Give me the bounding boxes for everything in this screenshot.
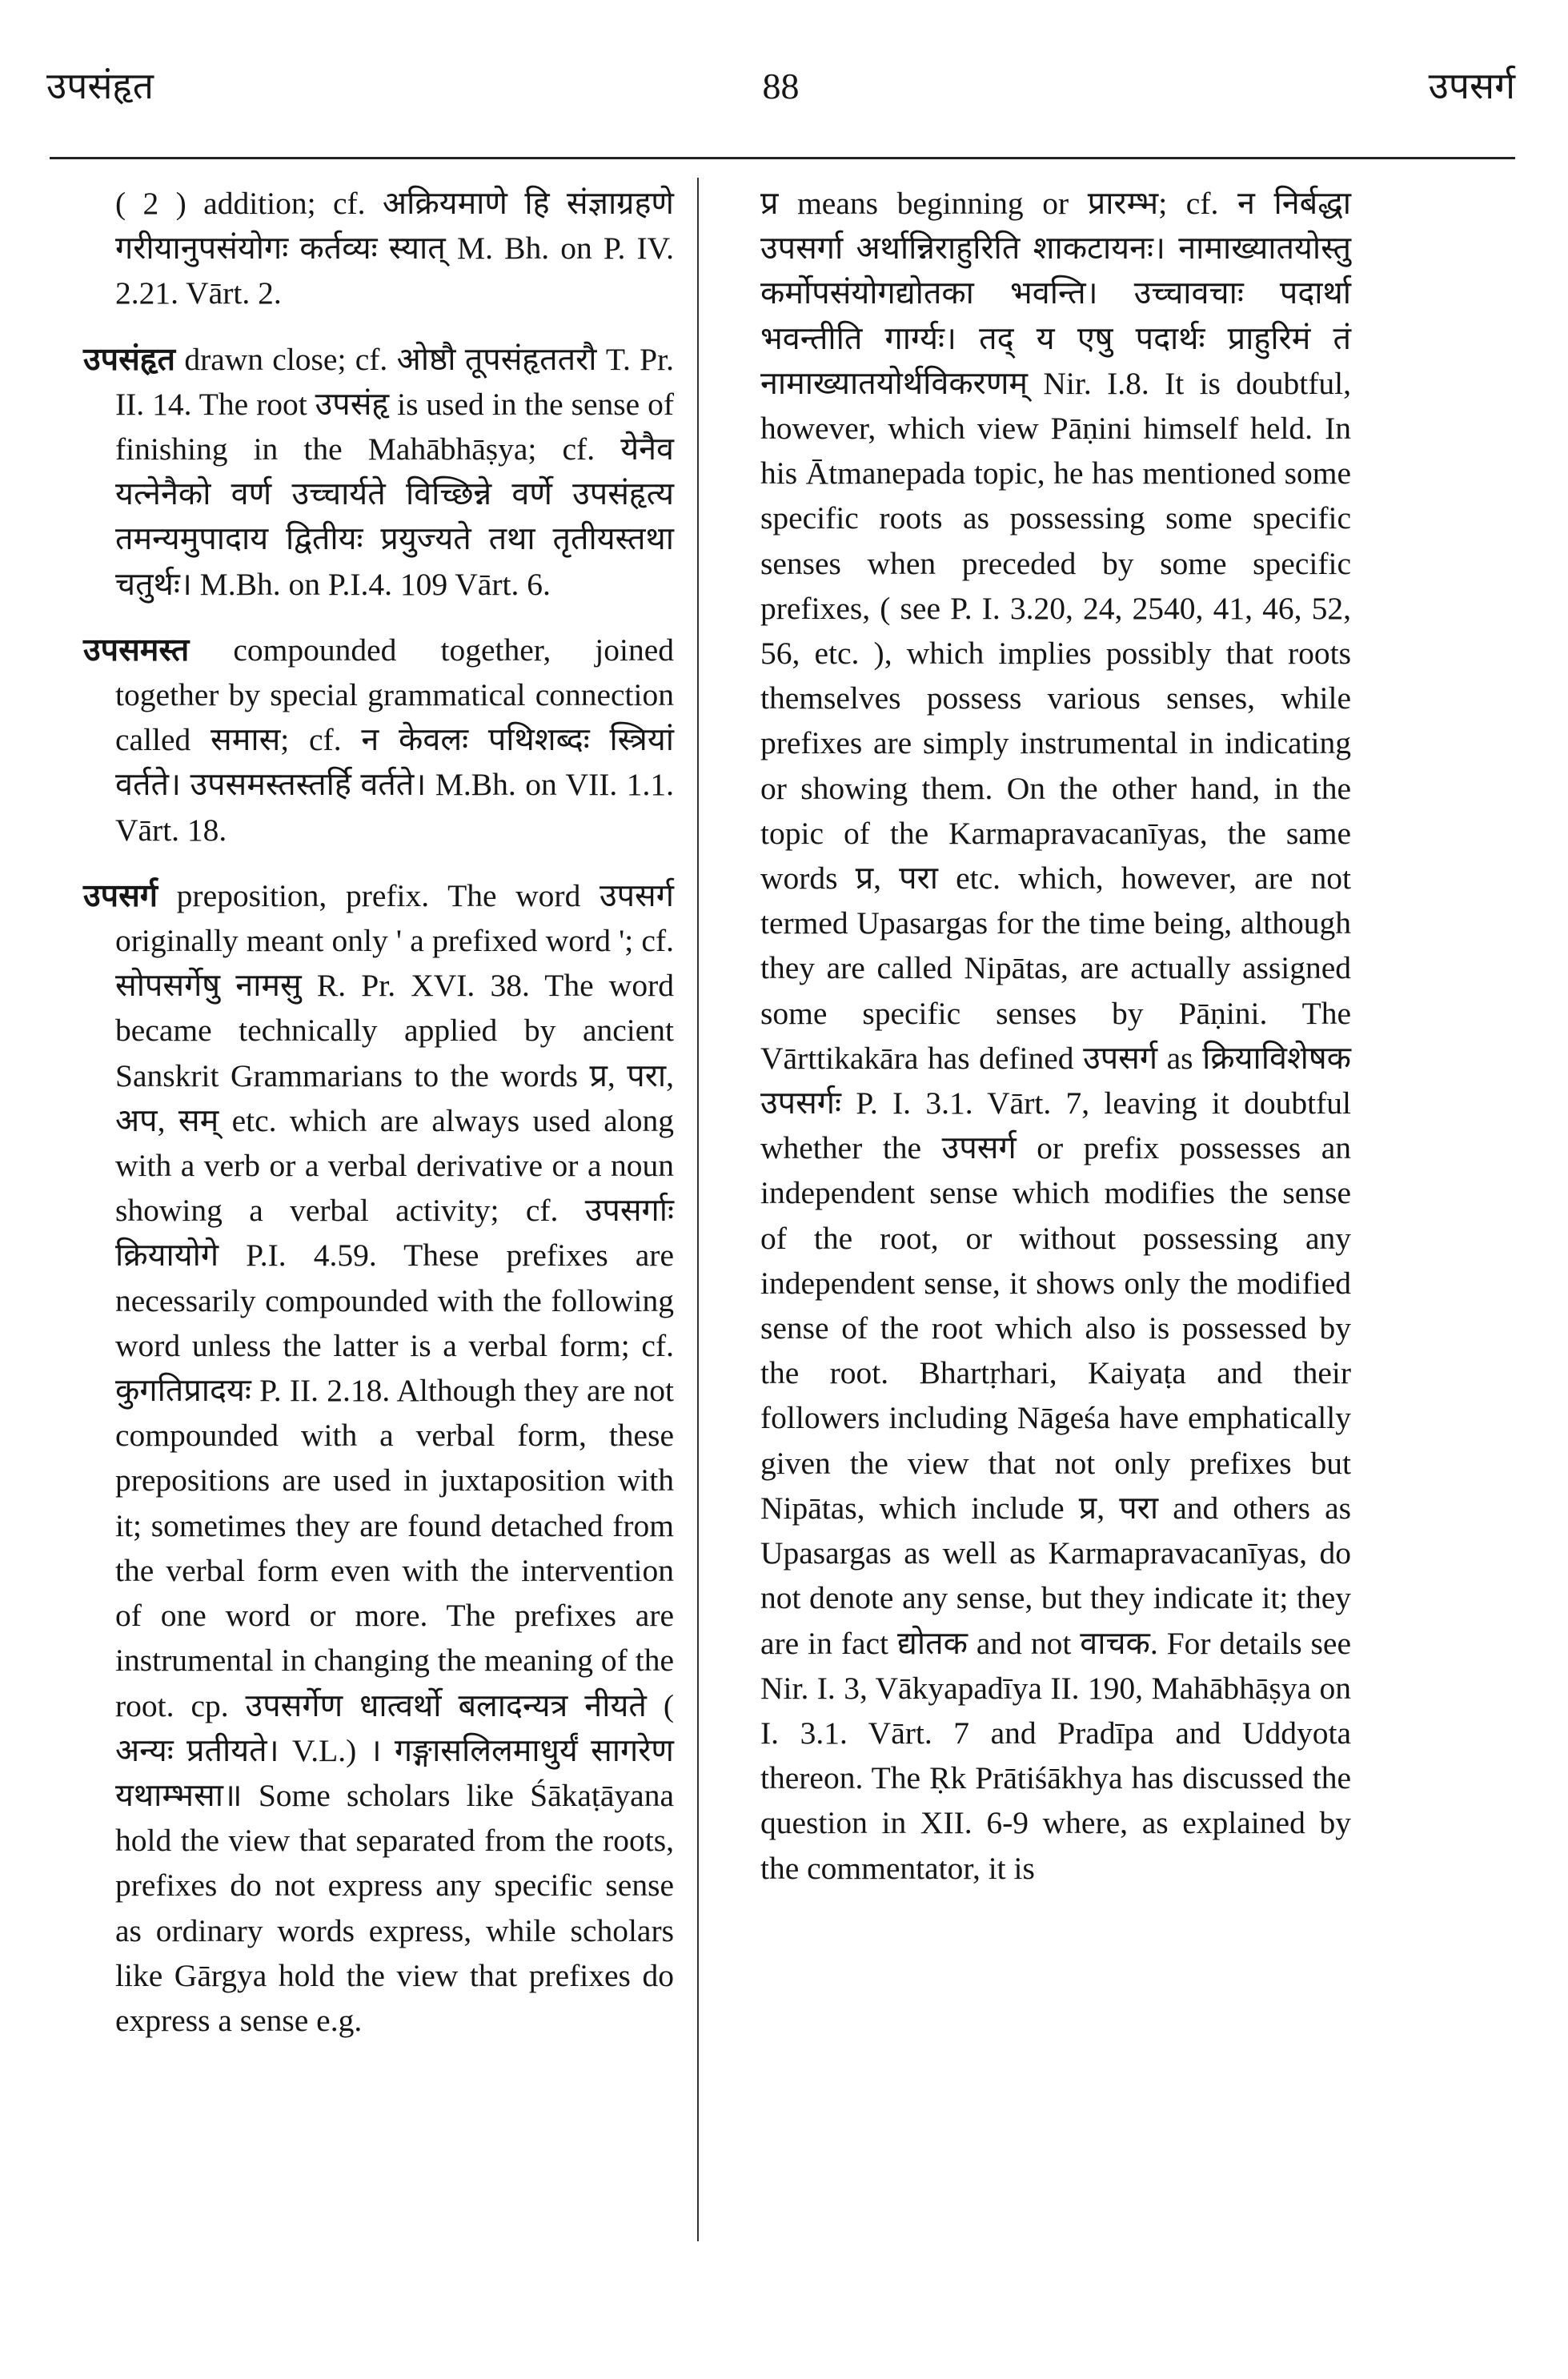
entry-text: drawn close; cf. ओष्ठौ तूपसंहृततरौ T. Pr. II. 14. The root उपसंहृ is used in the sense of finishing in the Mahābhāṣya; cf. येनैव यत्नेनैको वर्ण उच्चार्यते विच्छिन्ने वर्णे उपसंहृत्य तमन्यमुपादाय द्वितीयः प्रयुज्यते तथा तृतीयस्तथा चतुर्थः। M.Bh. on P.I.4. 109 Vārt. 6. bbox=[115, 341, 674, 602]
running-head-left-word: उपसंहृत bbox=[46, 66, 154, 106]
entry-text: preposition, prefix. The word उपसर्ग originally meant only ' a prefixed word '; cf. सोपसर्गेषु नामसु R. Pr. XVI. 38. The word became technically applied by ancient Sanskrit Grammarians to the words प्र, परा, अप, सम् etc. which are always used along with a verb or a verbal derivative or a noun showing a verbal activity; cf. उपसर्गाः क्रियायोगे P.I. 4.59. These prefixes are necessarily compounded with the following word unless the latter is a verbal form; cf. कुगतिप्रादयः P. II. 2.18. Although they are not compounded with a verbal form, these prepositions are used in juxtaposition with it; sometimes they are found detached from the verbal form even with the intervention of one word or more. The prefixes are instrumental in changing the meaning of the root. cp. उपसर्गेण धात्वर्थो बलादन्यत्र नीयते ( अन्यः प्रतीयते। V.L.) । गङ्गासलिलमाधुर्यं सागरेण यथाम्भसा॥ Some scholars like Śākaṭāyana hold the view that separated from the roots, prefixes do not express any specific sense as ordinary words express, while scholars like Gārgya hold the view that prefixes do express a sense e.g. bbox=[115, 877, 674, 2038]
header-rule bbox=[50, 157, 1515, 159]
entry-text: ( 2 ) addition; cf. अक्रियमाणे हि संज्ञाग्रहणे गरीयानुपसंयोगः कर्तव्यः स्यात् M. Bh. on P. IV. 2.21. Vārt. 2. bbox=[115, 186, 674, 311]
entry-text: compounded together, joined together by special grammatical connection called समास; cf. न केवलः पथिशब्दः स्त्रियां वर्तते। उपसमस्तस्तर्हि वर्तते। M.Bh. on VII. 1.1. Vārt. 18. bbox=[115, 632, 674, 848]
dictionary-entry bbox=[83, 873, 674, 2043]
running-head-right-word: उपसर्ग bbox=[1428, 66, 1515, 106]
entry-continuation bbox=[83, 181, 674, 316]
entry-headword: उपसमस्त bbox=[83, 632, 190, 668]
entry-headword: उपसर्ग bbox=[83, 877, 158, 913]
left-column bbox=[83, 181, 674, 2064]
entry-text: प्र means beginning or प्रारम्भ; cf. न निर्बद्धा उपसर्गा अर्थान्निराहुरिति शाकटायनः। नामाख्यातयोस्तु कर्मोपसंयोगद्योतका भवन्ति। उच्चावचाः पदार्था भवन्तीति गार्ग्यः। तद् य एषु पदार्थः प्राहुरिमं तं नामाख्यातयोर्थविकरणम् Nir. I.8. It is doubtful, however, which view Pāṇini himself held. In his Ātmanepada topic, he has mentioned some specific roots as possessing some specific senses when preceded by some specific prefixes, ( see P. I. 3.20, 24, 2540, 41, 46, 52, 56, etc. ), which implies possibly that roots themselves possess various senses, while prefixes are simply instrumental in indicating or showing them. On the other hand, in the topic of the Karmapravacanīyas, the same words प्र, परा etc. which, however, are not termed Upasargas for the time being, although they are called Nipātas, are actually assigned some specific senses by Pāṇini. The Vārttikakāra has defined उपसर्ग as क्रियाविशेषक उपसर्गः P. I. 3.1. Vārt. 7, leaving it doubtful whether the उपसर्ग or prefix possesses an independent sense which modifies the sense of the root, or without possessing any independent sense, it shows only the modified sense of the root which also is possessed by the root. Bhartṛhari, Kaiyaṭa and their followers including Nāgeśa have emphatically given the view that not only prefixes but Nipātas, which include प्र, परा and others as Upasargas as well as Karmapravacanīyas, do not denote any sense, but they indicate it; they are in fact द्योतक and not वाचक. For details see Nir. I. 3, Vākyapadīya II. 190, Mahābhāṣya on I. 3.1. Vārt. 7 and Pradīpa and Uddyota thereon. The Ṛk Prātiśākhya has discussed the question in XII. 6-9 where, as explained by the commentator, it is bbox=[760, 186, 1351, 1886]
dictionary-entry bbox=[83, 337, 674, 607]
dictionary-entry bbox=[83, 628, 674, 853]
right-column bbox=[760, 181, 1351, 1912]
running-head bbox=[46, 62, 1515, 118]
page-number: 88 bbox=[762, 66, 800, 106]
column-divider bbox=[697, 178, 699, 2241]
entry-continuation bbox=[760, 181, 1351, 1891]
entry-headword: उपसंहृत bbox=[83, 341, 176, 377]
